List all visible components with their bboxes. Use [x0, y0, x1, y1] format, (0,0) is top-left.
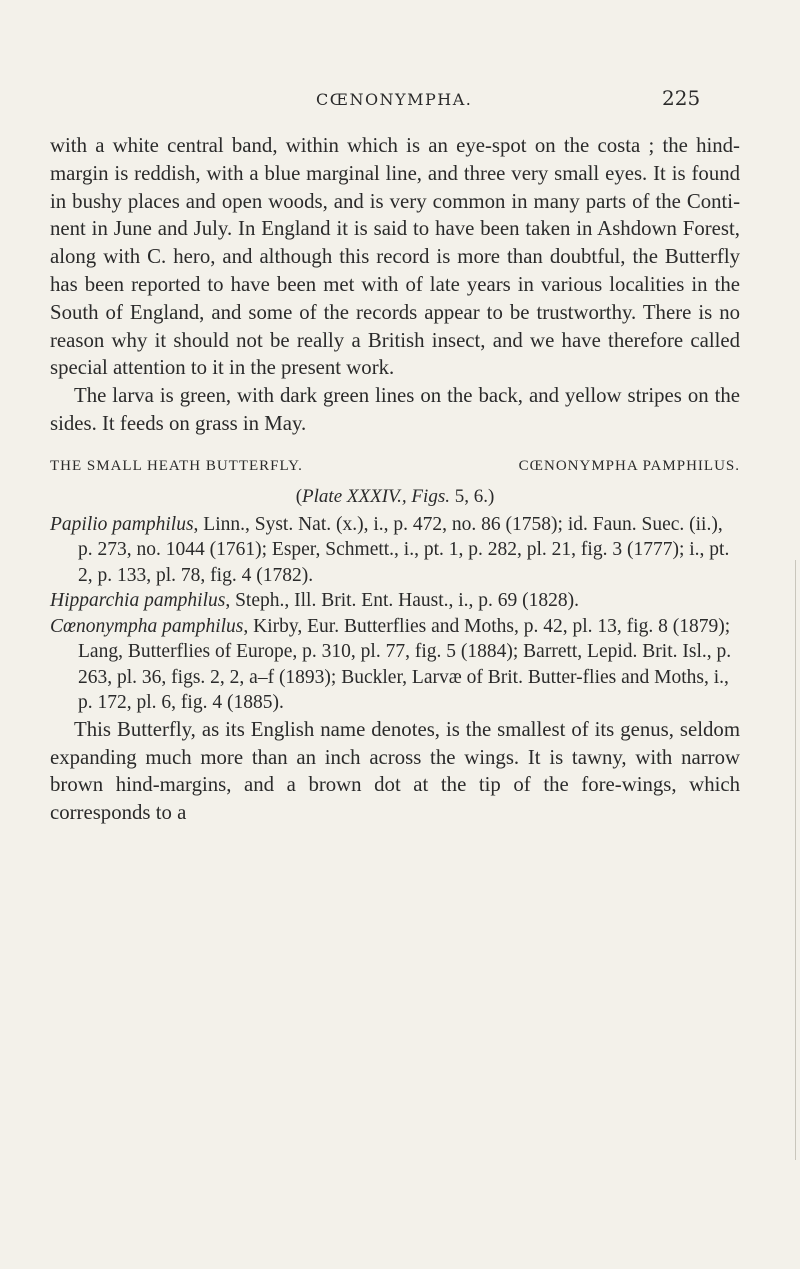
reference-entry	[50, 614, 740, 716]
text-line: with a white central band, within which is an eye-spot on the	[50, 134, 590, 157]
running-head	[0, 86, 800, 116]
text-line: special attention to it in the present work.	[50, 356, 395, 380]
plate-label: Plate XXXIV., Figs.	[302, 485, 450, 507]
text-line: The larva is green, with dark green lines on the back, and	[74, 384, 559, 408]
reference-entry	[50, 512, 740, 589]
plate-reference: (Plate XXXIV., Figs. 5, 6.)	[295, 485, 495, 507]
reference-text: , Steph., Ill. Brit. Ent. Haust., i., p. 69 (1828).	[225, 590, 580, 612]
taxon-name: Papilio pamphilus	[50, 513, 194, 535]
text-line: wings. It is tawny, with narrow brown hind-margins, and a	[50, 745, 740, 797]
text-line: taken in Ashdown Forest, along with C. hero, and although	[50, 217, 740, 269]
scientific-name: CŒNONYMPHA PAMPHILUS.	[518, 457, 740, 474]
body-text	[50, 132, 740, 827]
text-line: This Butterfly, as its English name denotes, is the smallest of	[74, 717, 589, 741]
species-heading	[50, 455, 740, 477]
text-line: open woods, and is very common in many parts of the Conti-	[221, 189, 741, 213]
text-line: this record is more than doubtful, the Butterfly has been	[50, 245, 741, 296]
larva-paragraph	[50, 382, 740, 438]
page-edge-shadow	[795, 560, 796, 1160]
text-line: appear to be trustworthy. There is no reason why it should	[50, 300, 741, 352]
synonymy-list	[50, 512, 740, 716]
text-line: yellow stripes on the sides. It feeds on grass in May.	[50, 384, 741, 435]
taxon-name: Cœnonympha pamphilus	[50, 615, 244, 637]
text-line: not be really a British insect, and we have therefore called	[236, 328, 741, 352]
running-head-title: CŒNONYMPHA.	[316, 90, 473, 109]
page-number: 225	[662, 86, 701, 110]
text-line: reported to have been met with of late years in various	[131, 272, 603, 296]
text-line: costa ; the hind-margin is reddish, with a blue marginal line,	[50, 134, 740, 185]
reference-entry	[50, 588, 740, 614]
text-line: and three very small eyes. It is found in bushy places and	[50, 161, 741, 213]
text-line: localities in the South of England, and some of the records	[50, 272, 741, 324]
description-paragraph	[50, 716, 740, 827]
continuation-paragraph	[50, 132, 740, 382]
common-name: THE SMALL HEATH BUTTERFLY.	[50, 457, 303, 474]
text-line: its genus, seldom expanding much more than an inch across the	[50, 717, 740, 769]
plate-figs: 5, 6.)	[449, 485, 495, 507]
reference-text: , Kirby, Eur. Butterflies and Moths, p. 42, pl. 13, fig. 8 (1879); Lang, Butterflies of Europe, p. 310, pl. 77, fig. 5 (1884); Barrett, Lepid. Brit. Isl., p. 263, pl. 36, figs. 2, 2, a–f (1893); Buckler, Larvæ of Brit. Butter-flies and Moths, i., p. 172, pl. 6, fig. 4 (1885).	[78, 615, 732, 714]
reference-text: , Linn., Syst. Nat. (x.), i., p. 472, no. 86 (1758); id. Faun. Suec. (ii.), p. 273, no. 1044 (1761); Esper, Schmett., i., pt. 1, p. 282, pl. 21, fig. 3 (1777); i., pt. 2, p. 133, pl. 78, fig. 4 (1782).	[78, 513, 730, 586]
text-line: nent in June and July. In England it is said to have been	[50, 217, 520, 241]
text-line: brown dot at the tip of the fore-wings, which corresponds to a	[50, 773, 740, 825]
taxon-name: Hipparchia pamphilus	[50, 590, 226, 612]
